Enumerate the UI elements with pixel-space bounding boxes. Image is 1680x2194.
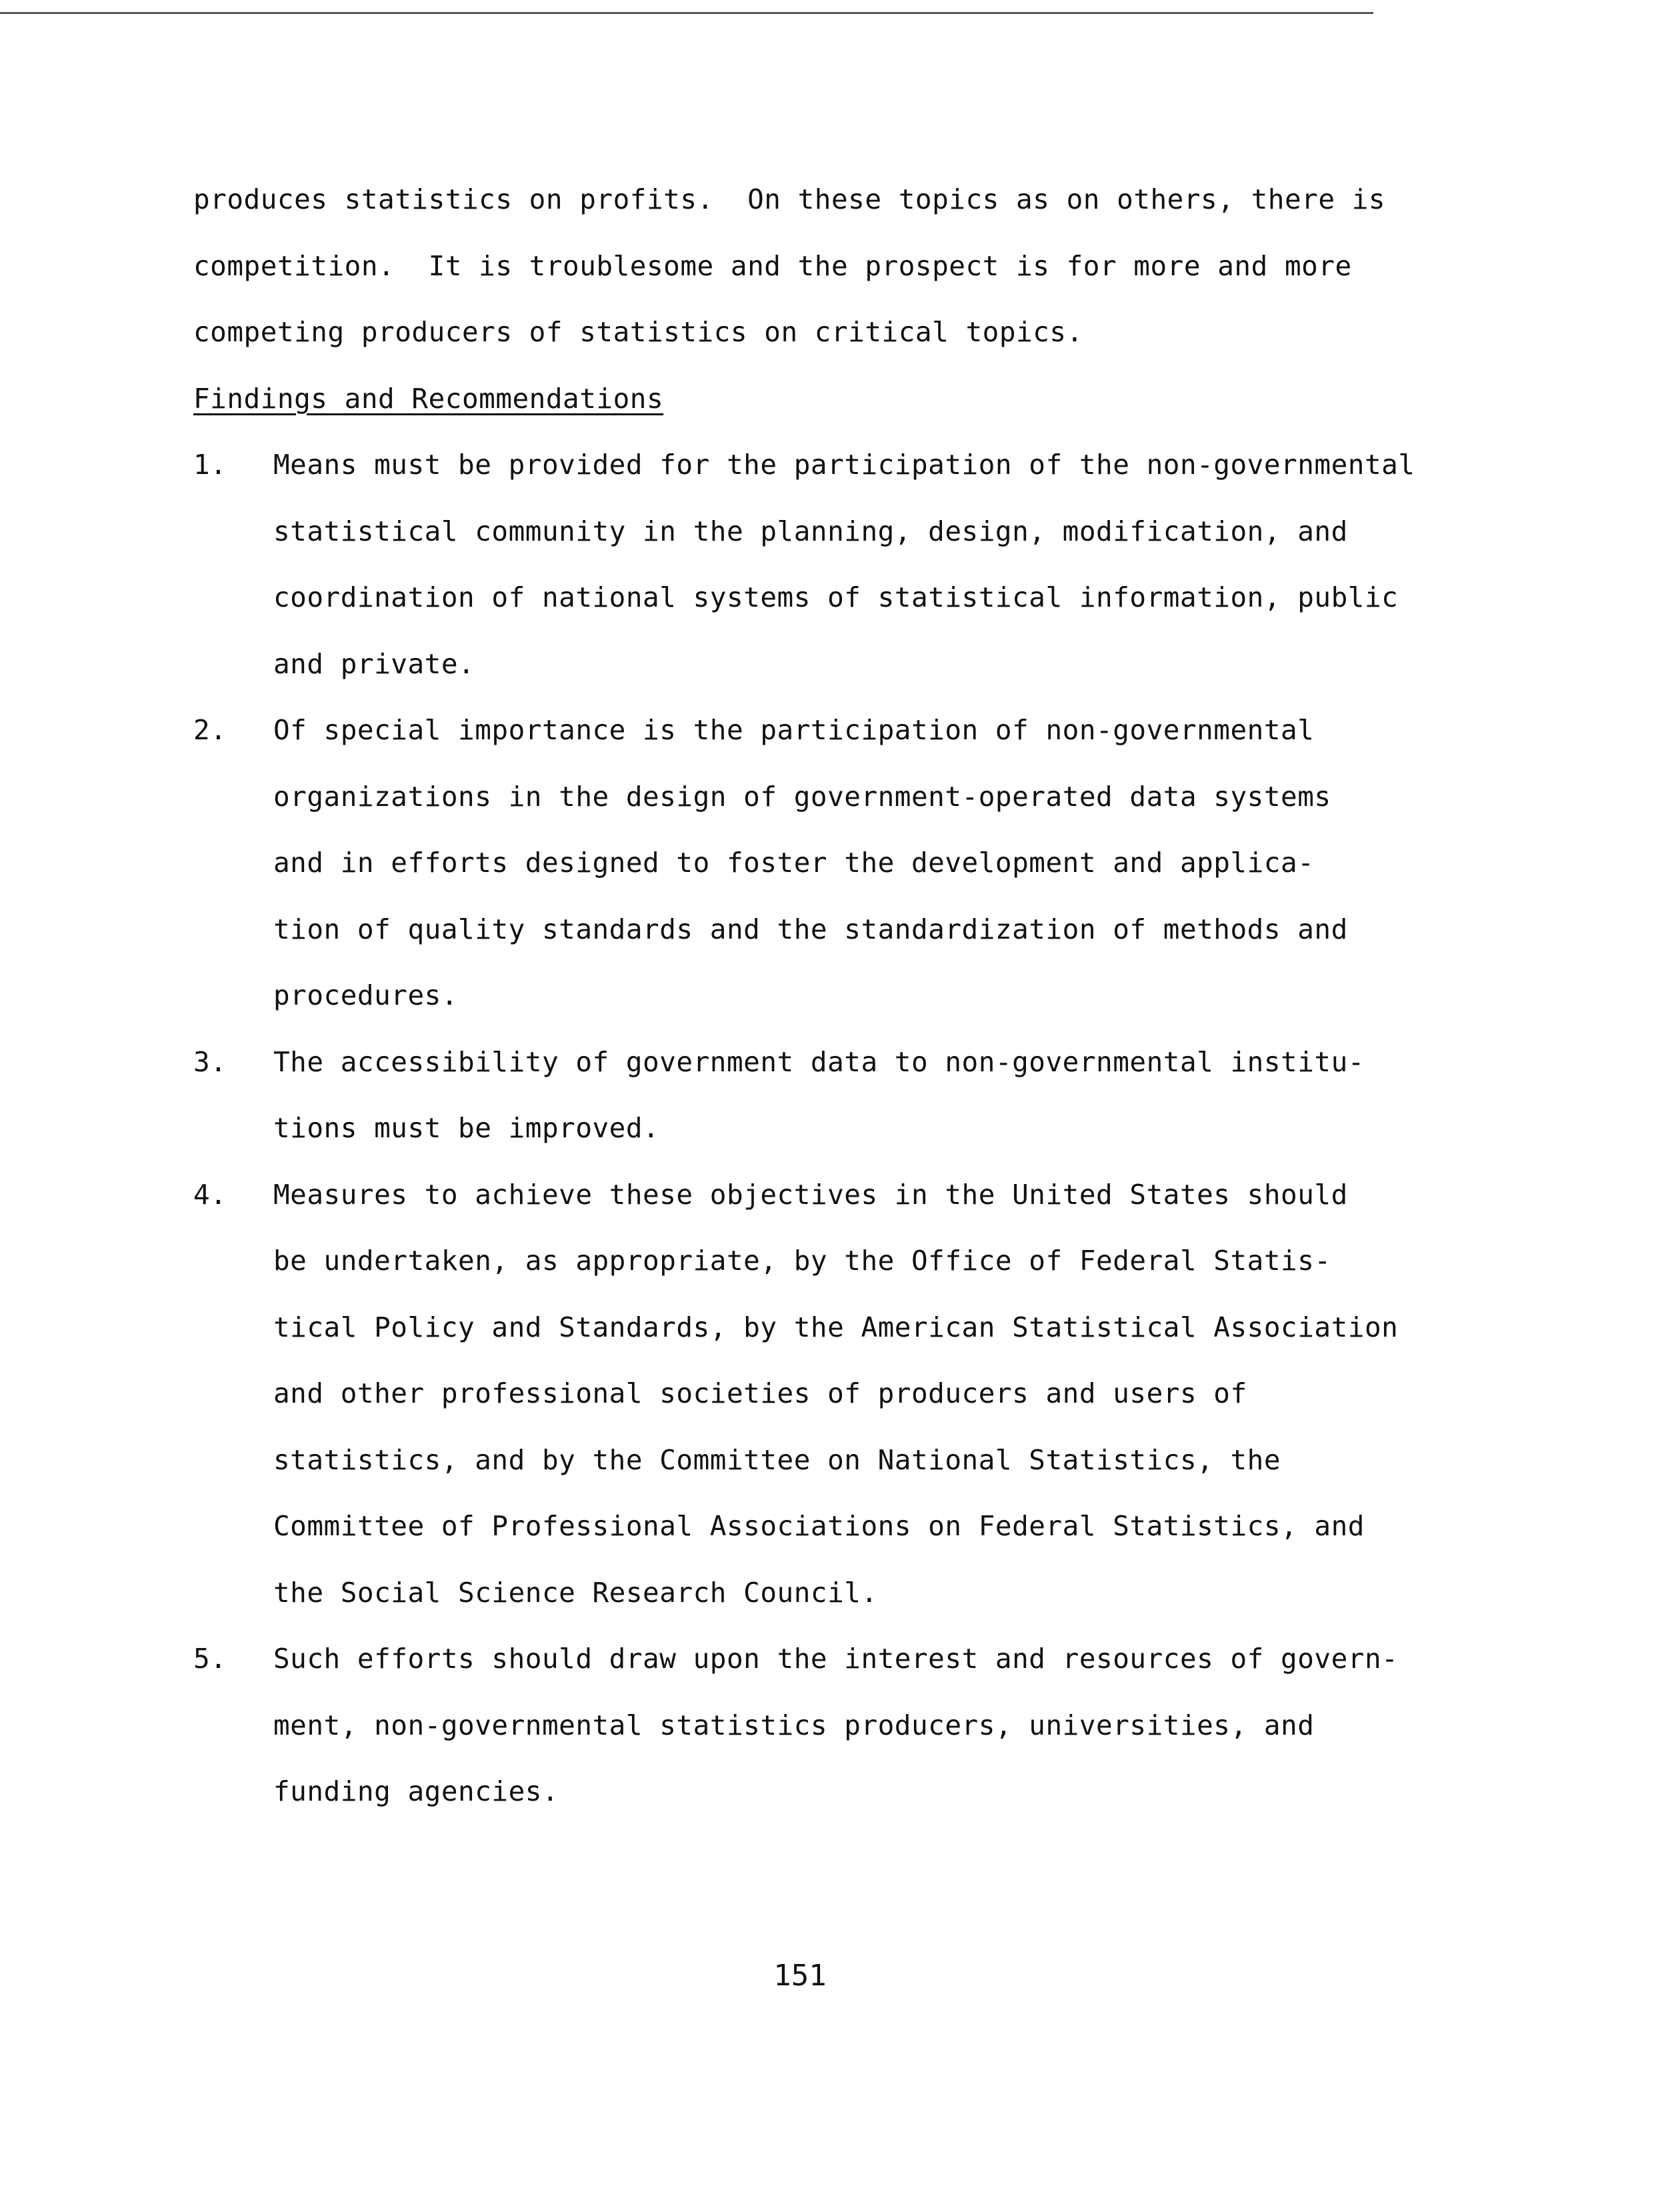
item-number: 2. [193, 714, 227, 746]
recommendation-item-3 [193, 1029, 1433, 1162]
item-line: Committee of Professional Associations on Federal Statistics, and [273, 1510, 1365, 1542]
item-line: Measures to achieve these objectives in the United States should [273, 1178, 1348, 1211]
item-line: and in efforts designed to foster the development and applica- [273, 847, 1315, 879]
item-line: ment, non-governmental statistics producers, universities, and [273, 1709, 1315, 1741]
body-line: competing producers of statistics on critical topics. [193, 316, 1083, 348]
recommendation-item-2 [193, 697, 1433, 1029]
item-line: funding agencies. [273, 1775, 559, 1807]
item-line: procedures. [273, 979, 459, 1011]
item-line: Means must be provided for the participation of the non-governmental [273, 449, 1415, 481]
item-number: 3. [193, 1045, 227, 1078]
item-number: 1. [193, 449, 227, 481]
item-number: 4. [193, 1178, 227, 1211]
recommendation-item-4 [193, 1162, 1433, 1627]
item-line: the Social Science Research Council. [273, 1576, 878, 1609]
item-line: tical Policy and Standards, by the American Statistical Association [273, 1311, 1399, 1343]
item-line: and private. [273, 647, 475, 680]
section-heading: Findings and Recommendations [193, 382, 664, 415]
item-line: statistics, and by the Committee on National Statistics, the [273, 1443, 1281, 1476]
item-line: statistical community in the planning, design, modification, and [273, 515, 1348, 547]
body-line: competition. It is troublesome and the prospect is for more and more [193, 249, 1352, 282]
item-line: organizations in the design of government-operated data systems [273, 780, 1331, 813]
top-rule [0, 12, 1373, 14]
section-heading-line [193, 366, 1433, 433]
page-number: 151 [773, 1959, 827, 1993]
recommendation-item-1 [193, 432, 1433, 697]
item-line: tion of quality standards and the standardization of methods and [273, 913, 1348, 945]
item-line: coordination of national systems of statistical information, public [273, 581, 1399, 613]
item-line: Of special importance is the participation of non-governmental [273, 714, 1315, 746]
item-line: tions must be improved. [273, 1112, 660, 1144]
recommendation-item-5 [193, 1626, 1433, 1825]
item-line: and other professional societies of producers and users of [273, 1377, 1247, 1409]
item-line: The accessibility of government data to non-governmental institu- [273, 1045, 1365, 1078]
item-number: 5. [193, 1643, 227, 1675]
item-line: be undertaken, as appropriate, by the Office of Federal Statis- [273, 1245, 1331, 1277]
body-line: produces statistics on profits. On these topics as on others, there is [193, 183, 1386, 215]
page-body [193, 167, 1433, 1825]
item-line: Such efforts should draw upon the interest and resources of govern- [273, 1643, 1399, 1675]
